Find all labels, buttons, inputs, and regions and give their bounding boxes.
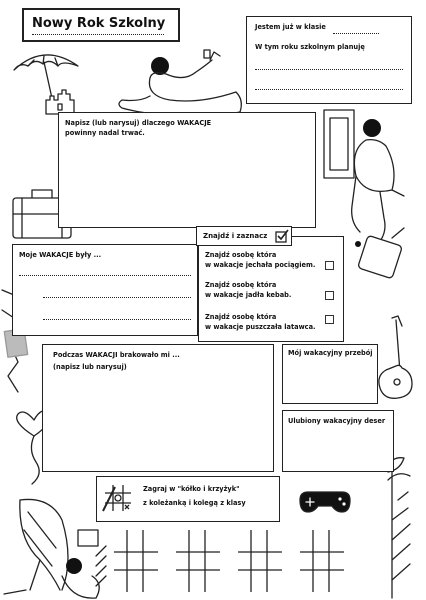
find-item-1-line-1: Znajdź osobę która [205, 251, 277, 259]
tictactoe-label: Zagraj w "kółko i krzyżyk" [143, 485, 240, 493]
class-label: Jestem już w klasie [255, 23, 326, 31]
tictactoe-grid-4[interactable] [300, 530, 344, 592]
tictactoe-grid-3[interactable] [238, 530, 282, 592]
tictactoe-hint: z koleżanką i kolegą z klasy [143, 499, 246, 507]
missed-hint: (napisz lub narysuj) [53, 363, 127, 371]
find-header: Znajdź i zaznacz [203, 232, 268, 240]
find-item-1-line-2: w wakacje jechała pociągiem. [205, 261, 316, 269]
missed-label: Podczas WAKACJI brakowało mi ... [53, 351, 180, 359]
tictactoe-grid-1[interactable] [114, 530, 158, 592]
vacation-hit-label: Mój wakacyjny przebój [288, 349, 373, 357]
find-item-3-line-1: Znajdź osobę która [205, 313, 277, 321]
why-vacation-label-2: powinny nadal trwać. [65, 129, 145, 137]
page-title: Nowy Rok Szkolny [32, 16, 166, 31]
plans-label: W tym roku szkolnym planuję [255, 43, 365, 51]
tictactoe-grid-2[interactable] [176, 530, 220, 592]
my-vacation-label: Moje WAKACJE były ... [19, 251, 102, 259]
find-item-2-line-1: Znajdź osobę która [205, 281, 277, 289]
find-item-3-line-2: w wakacje puszczała latawca. [205, 323, 316, 331]
dessert-label: Ulubiony wakacyjny deser [288, 417, 386, 425]
why-vacation-label: Napisz (lub narysuj) dlaczego WAKACJE [65, 119, 212, 127]
find-item-2-line-2: w wakacje jadła kebab. [205, 291, 292, 299]
